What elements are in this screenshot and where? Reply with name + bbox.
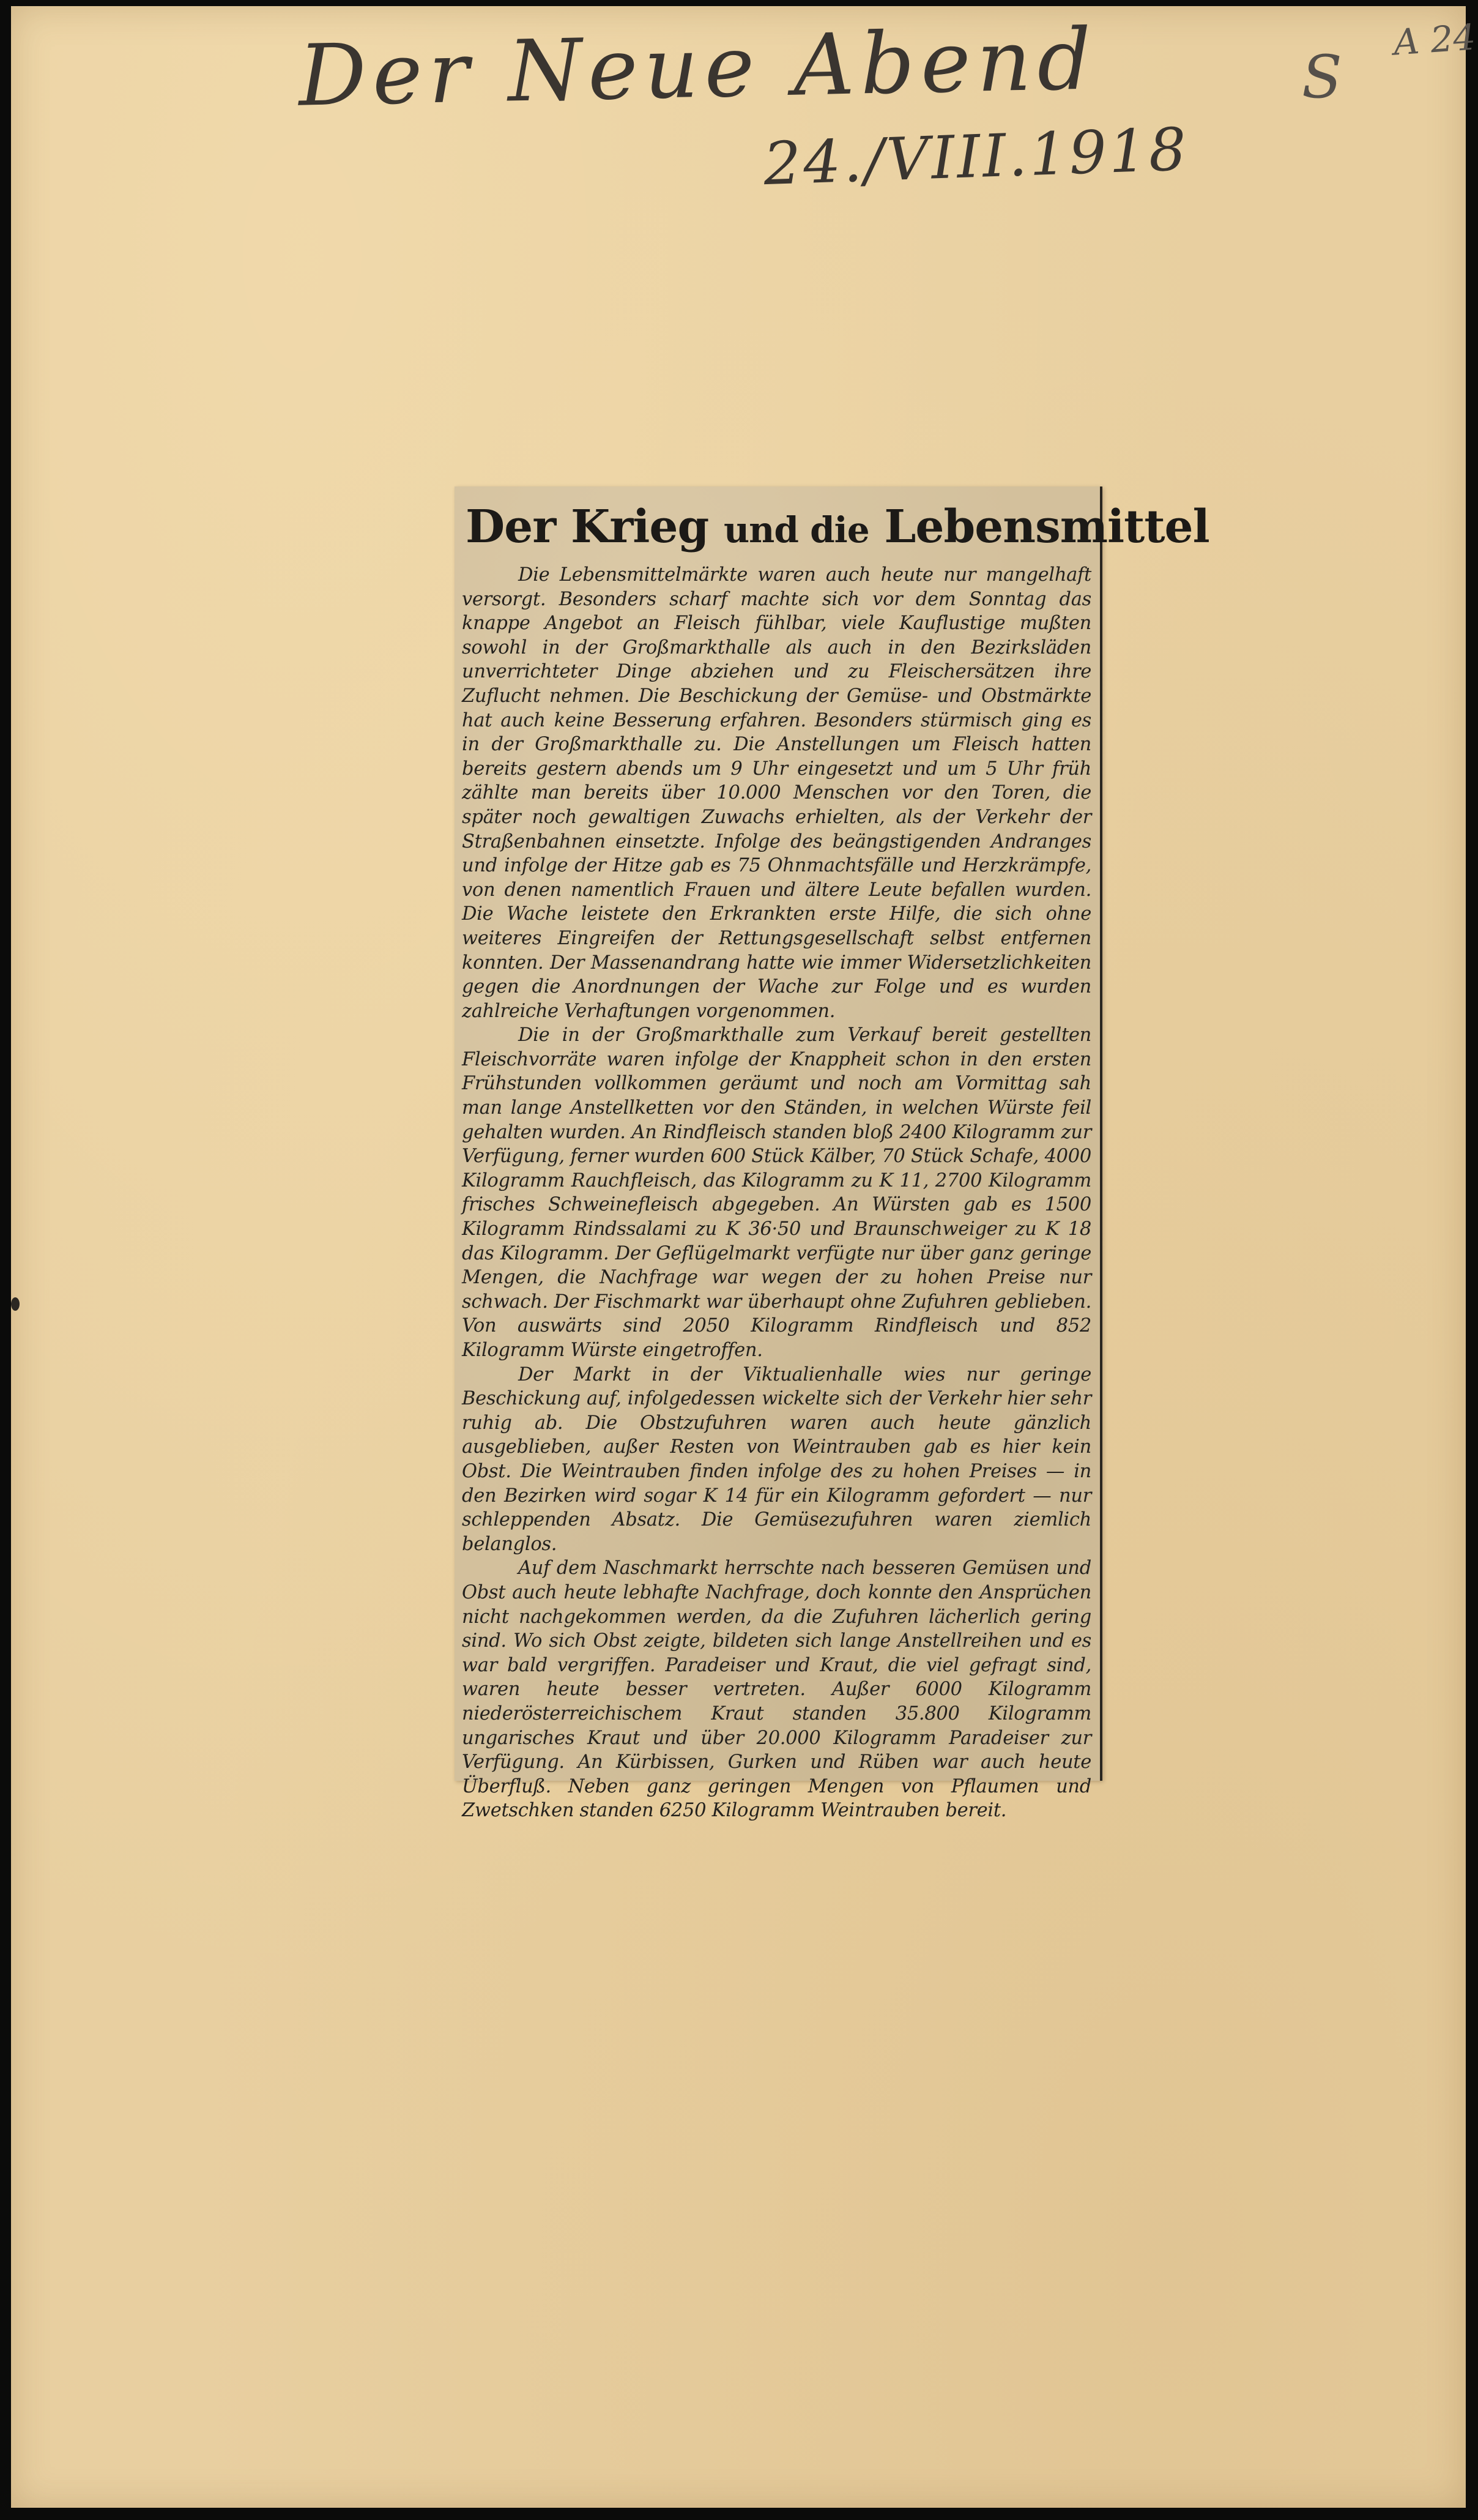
article-paragraph-2: Die in der Großmarkthalle zum Verkauf bereit gestellten Fleischvorräte waren infolge der Knappheit schon in den ersten Frühstunden vollkommen geräumt und noch am Vormittag sah man lange Anstellketten vor den Ständen, in welchen Würste feil gehalten wurden. An Rindfleisch standen bloß 2400 Kilogramm zur Verfügung, ferner wurden 600 Stück Kälber, 70 Stück Schafe, 4000 Kilogramm Rauchfleisch, das Kilogramm zu K 11, 2700 Kilogramm frisches Schweinefleisch abgegeben. An Würsten gab es 1500 Kilogramm Rindssalami zu K 36·50 und Braunschweiger zu K 18 das Kilogramm. Der Geflügelmarkt verfügte nur über ganz geringe Mengen, die Nachfrage war wegen der zu hohen Preise nur schwach. Der Fischmarkt war überhaupt ohne Zufuhren geblieben. Von auswärts sind 2050 Kilogramm Rindfleisch und 852 Kilogramm Würste eingetroffen. xyxy=(462,1024,1091,1361)
article-paragraph-1: Die Lebensmittelmärkte waren auch heute nur mangelhaft versorgt. Besonders scharf machte sich vor dem Sonntag das knappe Angebot an Fleisch fühlbar, viele Kauflustige mußten sowohl in der Großmarkthalle als auch in den Bezirksläden unverrichteter Dinge abziehen und zu Fleischersätzen ihre Zuflucht nehmen. Die Beschickung der Gemüse- und Obstmärkte hat auch keine Besserung erfahren. Besonders stürmisch ging es in der Großmarkthalle zu. Die Anstellungen um Fleisch hatten bereits gestern abends um 9 Uhr eingesetzt und um 5 Uhr früh zählte man bereits über 10.000 Menschen vor den Toren, die später noch gewaltigen Zuwachs erhielten, als der Verkehr der Straßenbahnen einsetzte. Infolge des beängstigenden Andranges und infolge der Hitze gab es 75 Ohnmachtsfälle und Herzkrämpfe, von denen namentlich Frauen und ältere Leute befallen wurden. Die Wache leistete den Erkrankten erste Hilfe, die sich ohne weiteres Eingreifen der Rettungsgesellschaft selbst entfernen konnten. Der Massenandrang hatte wie immer Widersetzlichkeiten gegen die Anordnungen der Wache zur Folge und es wurden zahlreiche Verhaftungen vorgenommen. xyxy=(462,564,1091,1022)
archive-sheet xyxy=(11,6,1477,2508)
article-headline xyxy=(466,498,1209,559)
headline-part-2: und die xyxy=(724,509,869,551)
ink-blot xyxy=(11,1297,20,1311)
handwritten-mark: S xyxy=(1302,43,1342,111)
handwritten-catalog-number: A 24 xyxy=(1392,16,1477,64)
handwritten-newspaper-name: Der Neue Abend xyxy=(297,10,1099,125)
headline-part-1: Der Krieg xyxy=(466,501,709,553)
handwritten-date: 24./VIII.1918 xyxy=(762,114,1190,199)
newspaper-clipping xyxy=(455,486,1209,1822)
article-paragraph-4: Auf dem Naschmarkt herrschte nach besseren Gemüsen und Obst auch heute lebhafte Nachfrage, doch konnte den Ansprüchen nicht nachgekommen werden, da die Zufuhren lächerlich gering sind. Wo sich Obst zeigte, bildeten sich lange Anstellreihen und es war bald vergriffen. Paradeiser und Kraut, die viel gefragt sind, waren heute besser vertreten. Außer 6000 Kilogramm niederösterreichischem Kraut standen 35.800 Kilogramm ungarisches Kraut und über 20.000 Kilogramm Paradeiser zur Verfügung. An Kürbissen, Gurken und Rüben war auch heute Überfluß. Neben ganz geringen Mengen von Pflaumen und Zwetschken standen 6250 Kilogramm Weintrauben bereit. xyxy=(462,1557,1091,1822)
article-body xyxy=(455,563,1100,1823)
headline-part-3: Lebensmittel xyxy=(884,501,1209,553)
article-paragraph-3: Der Markt in der Viktualienhalle wies nur geringe Beschickung auf, infolgedessen wickelte sich der Verkehr hier sehr ruhig ab. Die Obstzufuhren waren auch heute gänzlich ausgeblieben, außer Resten von Weintrauben gab es hier kein Obst. Die Weintrauben finden infolge des zu hohen Preises — in den Bezirken wird sogar K 14 für ein Kilogramm gefordert — nur schleppenden Absatz. Die Gemüsezufuhren waren ziemlich belanglos. xyxy=(462,1363,1091,1555)
